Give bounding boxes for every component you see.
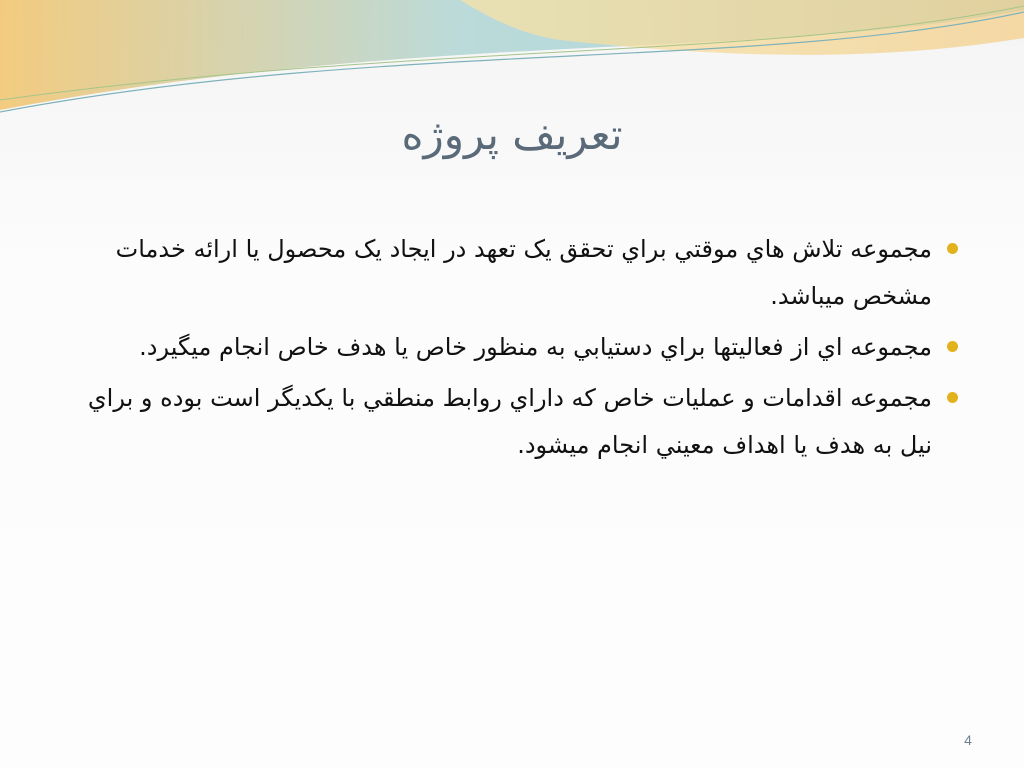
bullet-dot-icon	[947, 392, 958, 403]
slide-title: تعريف پروژه	[401, 110, 623, 159]
bullet-item	[60, 226, 960, 320]
bullet-dot-icon	[947, 341, 958, 352]
page-number: 4	[964, 732, 972, 748]
bullet-text: مجموعه اقدامات و عمليات خاص که داراي روابط منطقي با يکديگر است بوده و براي نيل به هدف يا اهداف معيني انجام ميشود.	[87, 384, 932, 459]
bullet-text: مجموعه تلاش هاي موقتي براي تحقق يک تعهد در ايجاد يک محصول يا ارائه خدمات مشخص ميباشد.	[115, 235, 932, 310]
bullet-text: مجموعه اي از فعاليتها براي دستيابي به منظور خاص يا هدف خاص انجام ميگيرد.	[139, 333, 932, 361]
bullet-dot-icon	[947, 243, 958, 254]
bullet-item	[60, 375, 960, 469]
bullet-list	[60, 226, 960, 473]
bullet-item	[60, 324, 960, 371]
